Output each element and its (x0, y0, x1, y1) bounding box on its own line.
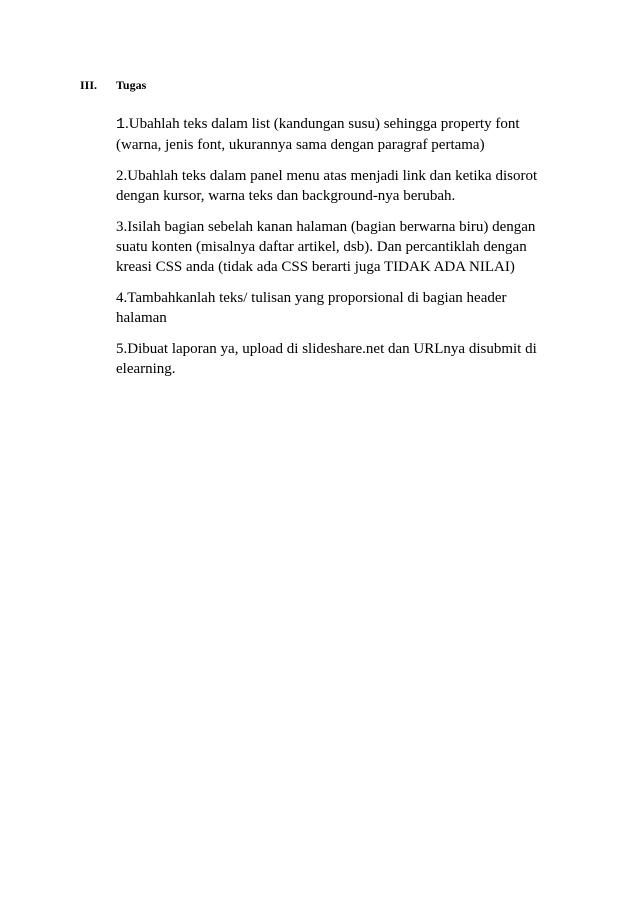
section-title: Tugas (116, 78, 147, 92)
task-item-3 (116, 217, 544, 277)
task-item-4 (116, 288, 544, 328)
task-text: .Isilah bagian sebelah kanan halaman (bagian berwarna biru) dengan suatu konten (misalnya daftar artikel, dsb). Dan percantiklah dengan kreasi CSS anda (tidak ada CSS berarti juga TIDAK ADA NILAI) (116, 219, 536, 275)
section-number: III. (80, 78, 98, 92)
task-list (116, 114, 544, 390)
task-item-5 (116, 339, 544, 379)
task-text: .Ubahlah teks dalam panel menu atas menjadi link dan ketika disorot dengan kursor, warna teks dan background-nya berubah. (116, 168, 538, 204)
section-heading (80, 78, 146, 93)
task-text: .Dibuat laporan ya, upload di slideshare.net dan URLnya disubmit di elearning. (116, 341, 537, 377)
task-text: .Ubahlah teks dalam list (kandungan susu) sehingga property font (warna, jenis font, ukurannya sama dengan paragraf pertama) (116, 116, 520, 153)
task-number: 5 (116, 341, 124, 357)
task-number: 2 (116, 168, 124, 184)
task-number: 4 (116, 290, 124, 306)
task-number: 1 (116, 116, 126, 133)
task-item-1 (116, 114, 544, 155)
task-number: 3 (116, 219, 124, 235)
task-item-2 (116, 166, 544, 206)
task-text: .Tambahkanlah teks/ tulisan yang proporsional di bagian header halaman (116, 290, 507, 326)
